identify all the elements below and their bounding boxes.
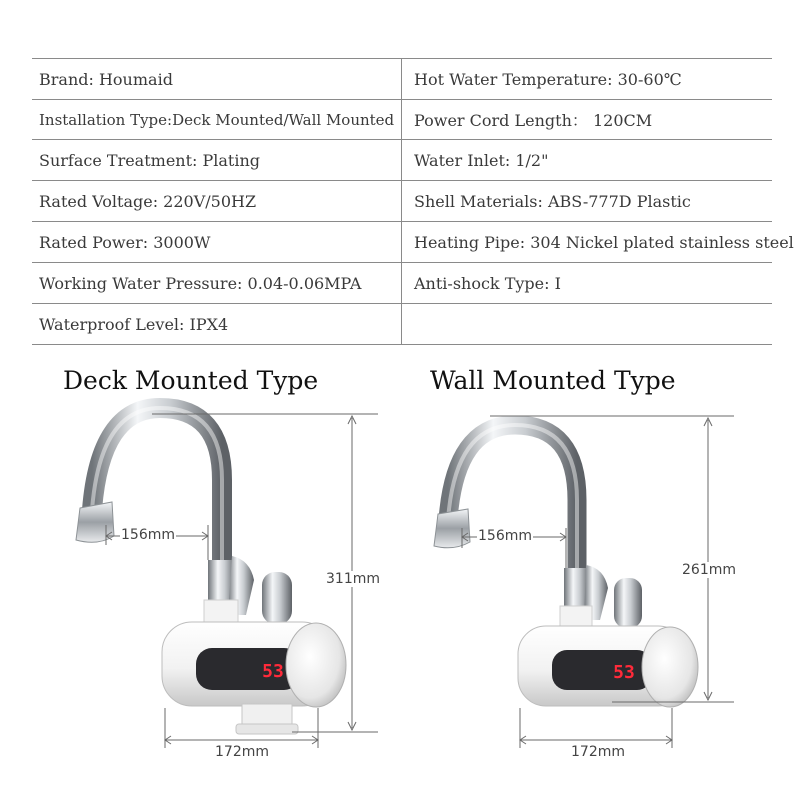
wall-spout-reach-label: 156mm — [478, 528, 532, 544]
deck-lever-knob — [262, 572, 292, 624]
deck-height-label: 311mm — [326, 571, 380, 587]
spec-rated-power: Rated Power: 3000W — [32, 222, 402, 262]
spec-water-inlet: Water Inlet: 1/2" — [414, 150, 549, 170]
deck-spout-reach-label: 156mm — [121, 527, 175, 543]
wall-display — [552, 650, 652, 690]
spec-brand: Brand: Houmaid — [32, 59, 402, 99]
deck-led-readout: 53 — [262, 661, 284, 682]
spec-rated-voltage: Rated Voltage: 220V/50HZ — [32, 181, 402, 221]
deck-width-label: 172mm — [215, 744, 269, 760]
spec-hot-water-temperature: Hot Water Temperature: 30-60℃ — [414, 69, 682, 89]
spec-shell-materials: Shell Materials: ABS-777D Plastic — [414, 191, 691, 211]
wall-height-label: 261mm — [682, 562, 736, 578]
wall-lever-knob — [614, 578, 642, 628]
deck-end-cap — [286, 623, 346, 707]
deck-display — [196, 648, 300, 690]
deck-faucet — [76, 408, 346, 734]
wall-width-label: 172mm — [571, 744, 625, 760]
wall-led-readout: 53 — [613, 662, 635, 683]
wall-aerator — [434, 509, 470, 548]
spec-waterproof-level: Waterproof Level: IPX4 — [32, 304, 402, 344]
spec-working-water-pressure: Working Water Pressure: 0.04-0.06MPA — [32, 263, 402, 303]
spec-anti-shock-type: Anti-shock Type: Ⅰ — [414, 273, 561, 293]
spec-surface-treatment: Surface Treatment: Plating — [32, 140, 402, 180]
wall-end-cap — [642, 627, 698, 707]
spec-power-cord-length: Power Cord Length： 120CM — [414, 111, 653, 130]
spec-heating-pipe: Heating Pipe: 304 Nickel plated stainless steel — [414, 232, 794, 252]
spec-installation-type: Installation Type:Deck Mounted/Wall Mounted — [32, 100, 402, 139]
wall-mounted-title: Wall Mounted Type — [430, 366, 676, 395]
deck-mounted-title: Deck Mounted Type — [63, 366, 319, 395]
